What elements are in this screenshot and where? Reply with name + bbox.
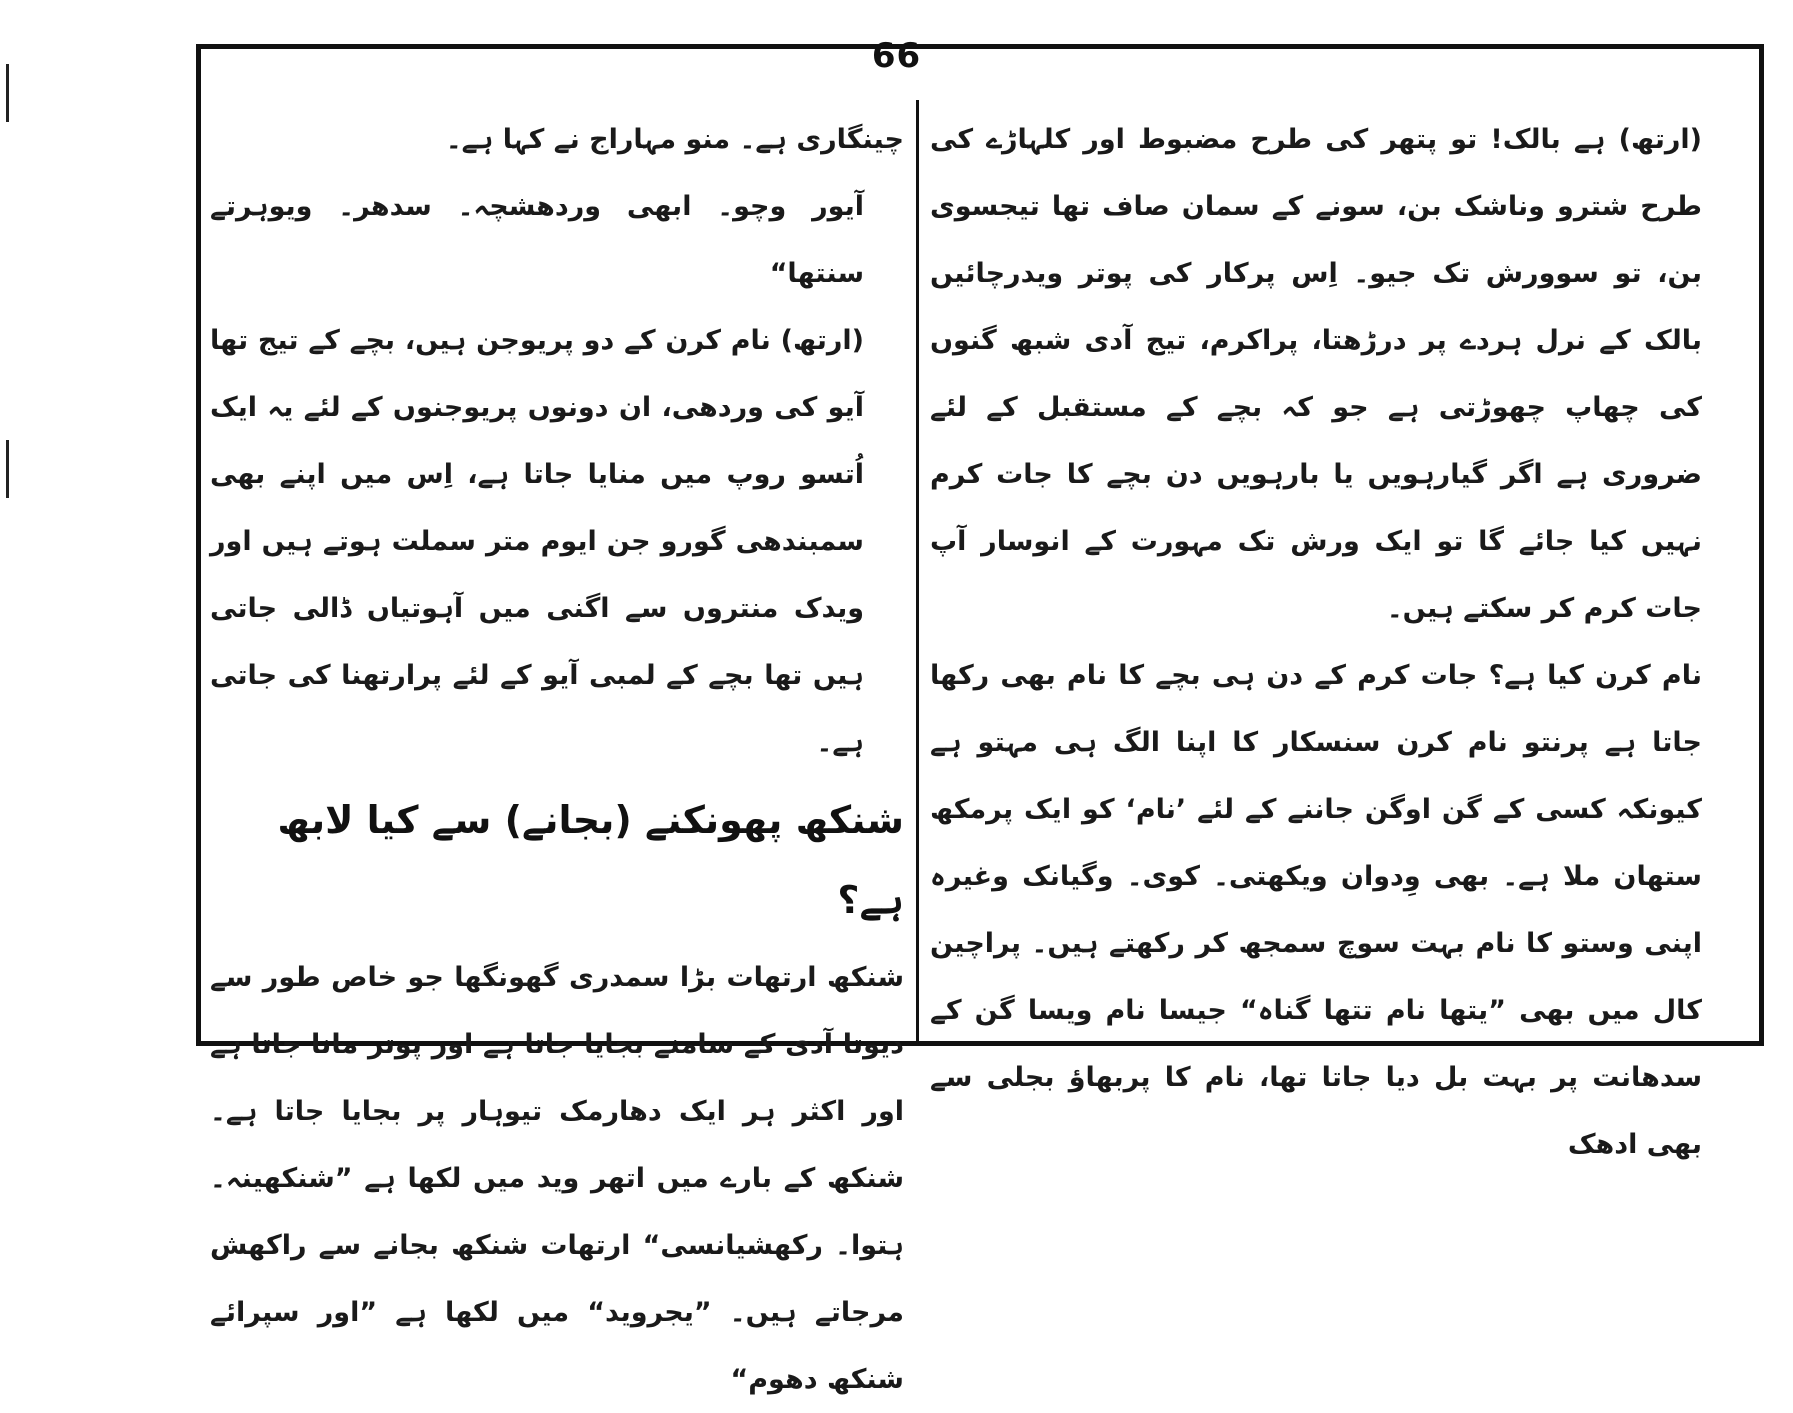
page-number: 66 (871, 36, 922, 76)
right-column (930, 106, 1742, 1160)
left-column (210, 106, 904, 1395)
column-divider (916, 100, 919, 1046)
verse: آیور وچو۔ ابھی وردھشچہ۔ سدھر۔ ویوہرتے سنتھا“ (210, 191, 864, 289)
paragraph: چینگاری ہے۔ منو مہاراج نے کہا ہے۔ (445, 124, 904, 155)
margin-mark (6, 64, 9, 122)
paragraph: (ارتھ) نام کرن کے دو پریوجن ہیں، بچے کے تیج تھا آیو کی وردھی، ان دونوں پریوجنوں کے لئے یہ ایک اُتسو روپ میں منایا جاتا ہے، اِس میں اپنے بھی سمبندھی گورو جن ایوم متر سملت ہوتے ہیں اور ویدک منتروں سے اگنی میں آہوتیاں ڈالی جاتی ہیں تھا بچے کے لمبی آیو کے لئے پرارتھنا کی جاتی ہے۔ (210, 325, 864, 758)
paragraph: (ارتھ) ہے بالک! تو پتھر کی طرح مضبوط اور کلہاڑے کی طرح شترو وناشک بن، سونے کے سمان صاف تھا تیجسوی بن، تو سوورش تک جیو۔ اِس پرکار کی پوتر ویدرچائیں بالک کے نرل ہردے پر درڑھتا، پراکرم، تیج آدی شبھ گنوں کی چھاپ چھوڑتی ہے جو کہ بچے کے مستقبل کے لئے ضروری ہے اگر گیارہویں یا بارہویں دن بچے کا جات کرم نہیں کیا جائے گا تو ایک ورش تک مہورت کے انوسار آپ جات کرم کر سکتے ہیں۔ (930, 124, 1702, 624)
paragraph: نام کرن کیا ہے؟ جات کرم کے دن ہی بچے کا نام بھی رکھا جاتا ہے پرنتو نام کرن سنسکار کا اپنا الگ ہی مہتو ہے کیونکہ کسی کے گن اوگن جاننے کے لئے ’نام‘ کو ایک پرمکھ ستھان ملا ہے۔ بھی وِدوان ویکھتی۔ کوی۔ وگیانک وغیرہ اپنی وستو کا نام بہت سوچ سمجھ کر رکھتے ہیں۔ پراچین کال میں بھی ”یتھا نام تتھا گناہ“ جیسا نام ویسا گن کے سدھانت پر بہت بل دیا جاتا تھا، نام کا پربھاؤ بجلی سے بھی ادھک (930, 660, 1702, 1160)
paragraph: شنکھ ارتھات بڑا سمدری گھونگھا جو خاص طور سے دیوتا آدی کے سامنے بجایا جاتا ہے اور پوتر مانا جاتا ہے اور اکثر ہر ایک دھارمک تیوہار پر بجایا جاتا ہے۔ شنکھ کے بارے میں اتھر وید میں لکھا ہے ”شنکھینہ۔ ہتوا۔ رکھشیانسی“ ارتھات شنکھ بجانے سے راکھش مرجاتے ہیں۔ ”یجروید“ میں لکھا ہے ”اور سپرائے شنکھ دھوم“ (210, 962, 904, 1395)
margin-mark (6, 440, 9, 498)
section-heading: شنکھ پھونکنے (بجانے) سے کیا لابھ ہے؟ (277, 798, 904, 922)
